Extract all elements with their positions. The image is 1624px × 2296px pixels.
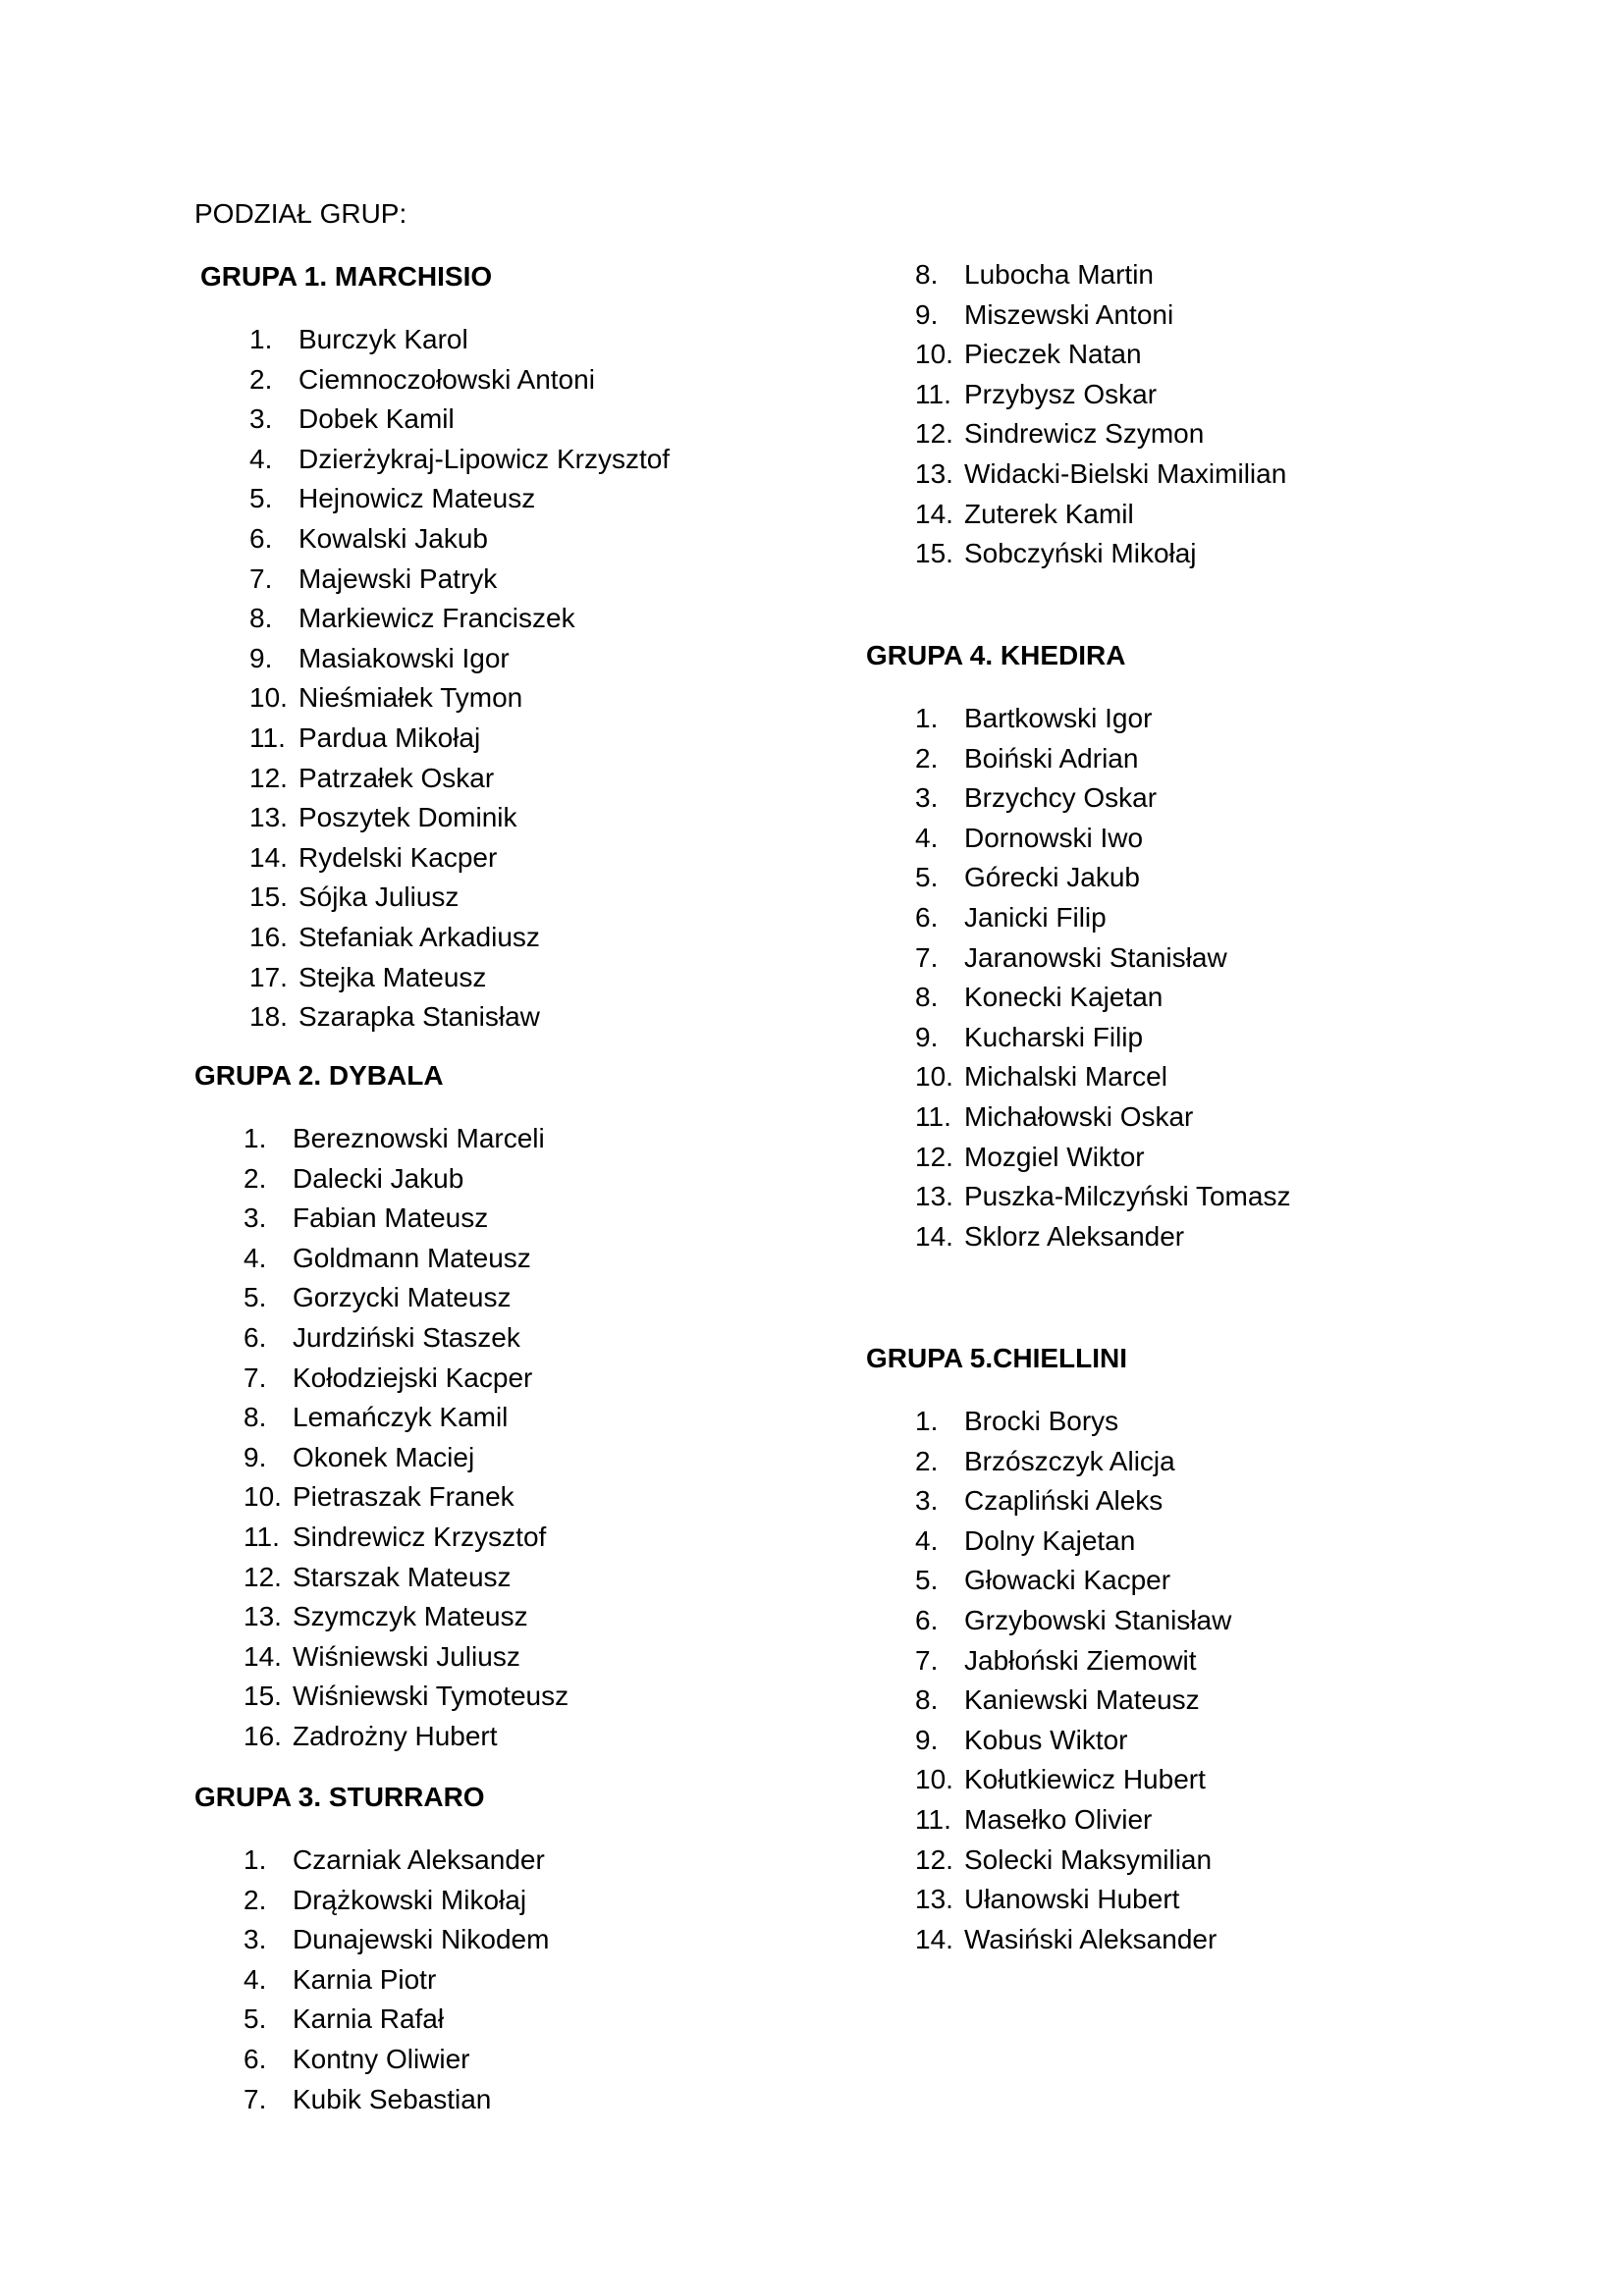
item-name: Pietraszak Franek (293, 1481, 514, 1513)
list-item (866, 1217, 1290, 1257)
item-number: 14. (249, 841, 288, 873)
item-name: Fabian Mateusz (293, 1202, 489, 1234)
list-item (866, 819, 1290, 859)
item-number: 9. (244, 1441, 267, 1472)
list-item (866, 938, 1290, 979)
item-name: Patrzałek Oskar (298, 762, 495, 793)
item-name: Szymczyk Mateusz (293, 1601, 528, 1632)
item-number: 16. (244, 1720, 282, 1751)
item-name: Burczyk Karol (298, 324, 468, 354)
list-item (866, 739, 1290, 779)
item-number: 3. (915, 1485, 939, 1517)
item-name: Ciemnoczołowski Antoni (298, 363, 595, 395)
item-number: 10. (915, 339, 953, 370)
list-item (194, 1239, 568, 1279)
list-item (866, 335, 1286, 375)
item-name: Wasiński Aleksander (964, 1923, 1218, 1954)
item-number: 18. (249, 1001, 288, 1033)
item-number: 5. (244, 1282, 267, 1313)
item-number: 14. (915, 498, 953, 529)
item-name: Dalecki Jakub (293, 1162, 464, 1194)
list-item (866, 1800, 1231, 1841)
item-name: Jurdziński Staszek (293, 1321, 520, 1353)
list-item (866, 778, 1290, 819)
item-number: 2. (915, 742, 939, 774)
list-item (194, 1841, 549, 1881)
item-name: Masiakowski Igor (298, 642, 510, 673)
list-item (200, 639, 670, 679)
item-name: Nieśmiałek Tymon (298, 682, 523, 714)
group-1 (200, 259, 670, 1038)
item-number: 13. (915, 457, 953, 489)
item-number: 7. (244, 1362, 267, 1393)
item-name: Dzierżykraj-Lipowicz Krzysztof (298, 443, 671, 474)
item-number: 3. (915, 782, 939, 814)
item-number: 10. (915, 1061, 953, 1093)
list-item (200, 918, 670, 958)
item-number: 10. (244, 1481, 282, 1513)
item-name: Wiśniewski Juliusz (293, 1640, 520, 1672)
list-item (200, 838, 670, 879)
list-item (194, 1881, 549, 1921)
item-number: 7. (244, 2083, 267, 2114)
list-item (866, 1402, 1231, 1442)
item-name: Kołutkiewicz Hubert (964, 1764, 1206, 1795)
item-number: 12. (915, 1141, 953, 1172)
item-number: 16. (249, 921, 288, 952)
item-name: Kołodziejski Kacper (293, 1362, 533, 1393)
list-item (866, 495, 1286, 535)
list-item (194, 1518, 568, 1558)
item-name: Miszewski Antoni (964, 298, 1174, 330)
item-number: 5. (249, 483, 273, 514)
item-name: Mozgiel Wiktor (964, 1141, 1145, 1172)
list-item (200, 560, 670, 600)
list-item (200, 678, 670, 719)
item-name: Zuterek Kamil (964, 498, 1134, 529)
list-item (200, 360, 670, 400)
item-number: 3. (244, 1924, 267, 1955)
list-item (194, 2080, 549, 2120)
group-title: GRUPA 4. KHEDIRA (866, 640, 1126, 670)
list-item (194, 1199, 568, 1239)
list-item (866, 858, 1290, 898)
item-name: Stejka Mateusz (298, 961, 487, 992)
list-item (866, 534, 1286, 574)
item-name: Sindrewicz Krzysztof (293, 1521, 547, 1552)
item-name: Kowalski Jakub (298, 522, 488, 554)
group-3 (194, 1780, 549, 2119)
item-number: 4. (249, 443, 273, 474)
list-item (200, 759, 670, 799)
item-name: Janicki Filip (964, 901, 1107, 933)
item-number: 11. (249, 721, 286, 753)
item-number: 1. (244, 1123, 267, 1153)
page-heading: PODZIAŁ GRUP: (194, 198, 407, 229)
group-5 (866, 1341, 1231, 1959)
group-list (866, 699, 1290, 1256)
item-name: Ułanowski Hubert (964, 1884, 1180, 1915)
item-name: Sobczyński Mikołaj (964, 538, 1197, 569)
list-item (866, 1880, 1231, 1920)
item-name: Kubik Sebastian (293, 2083, 492, 2114)
list-item (194, 1637, 568, 1678)
list-item (200, 798, 670, 838)
list-item (200, 719, 670, 759)
item-number: 13. (915, 1884, 953, 1915)
item-number: 2. (244, 1884, 267, 1915)
item-number: 1. (249, 324, 273, 354)
item-name: Widacki-Bielski Maximilian (964, 457, 1287, 489)
item-name: Stefaniak Arkadiusz (298, 921, 540, 952)
item-number: 9. (915, 1724, 939, 1755)
item-number: 2. (249, 363, 273, 395)
list-item (866, 1721, 1231, 1761)
item-name: Dolny Kajetan (964, 1524, 1136, 1556)
group-title: GRUPA 2. DYBALA (194, 1060, 444, 1091)
item-name: Grzybowski Stanisław (964, 1604, 1232, 1635)
item-number: 4. (915, 822, 939, 853)
item-number: 6. (244, 1321, 267, 1353)
list-item (200, 400, 670, 440)
list-item (866, 1018, 1290, 1058)
list-item (194, 1318, 568, 1359)
item-number: 3. (244, 1202, 267, 1234)
list-item (194, 1278, 568, 1318)
list-item (866, 1057, 1290, 1097)
group-title: GRUPA 5.CHIELLINI (866, 1343, 1128, 1373)
item-number: 1. (915, 1406, 939, 1436)
item-name: Głowacki Kacper (964, 1565, 1171, 1596)
item-number: 8. (915, 982, 939, 1013)
group-list (194, 1841, 549, 2119)
item-name: Michałowski Oskar (964, 1100, 1194, 1132)
item-number: 15. (915, 538, 953, 569)
item-number: 5. (244, 2003, 267, 2035)
item-name: Brzószczyk Alicja (964, 1445, 1175, 1476)
item-name: Bereznowski Marceli (293, 1123, 545, 1153)
list-item (866, 1097, 1290, 1138)
list-item (194, 1359, 568, 1399)
item-number: 3. (249, 403, 273, 435)
list-item (866, 1920, 1231, 1960)
item-number: 8. (915, 1684, 939, 1716)
list-item (194, 1960, 549, 2001)
group-list (200, 320, 670, 1038)
item-number: 9. (915, 1021, 939, 1052)
list-item (866, 1760, 1231, 1800)
item-number: 11. (244, 1521, 280, 1552)
item-name: Solecki Maksymilian (964, 1843, 1213, 1875)
item-number: 17. (249, 961, 288, 992)
item-number: 1. (244, 1844, 267, 1875)
item-number: 9. (915, 298, 939, 330)
list-item (866, 255, 1286, 295)
item-name: Masełko Olivier (964, 1803, 1153, 1835)
item-number: 5. (915, 862, 939, 893)
list-item (866, 1561, 1231, 1601)
item-name: Wiśniewski Tymoteusz (293, 1681, 569, 1712)
item-name: Kobus Wiktor (964, 1724, 1128, 1755)
group-title: GRUPA 3. STURRARO (194, 1782, 485, 1812)
item-name: Lemańczyk Kamil (293, 1402, 509, 1433)
item-name: Gorzycki Mateusz (293, 1282, 512, 1313)
list-item (200, 958, 670, 998)
item-number: 9. (249, 642, 273, 673)
item-number: 11. (915, 1803, 951, 1835)
item-name: Lubocha Martin (964, 259, 1155, 290)
list-item (866, 1481, 1231, 1522)
item-number: 6. (244, 2043, 267, 2074)
list-item (194, 1717, 568, 1757)
item-name: Pieczek Natan (964, 339, 1142, 370)
item-number: 4. (244, 1242, 267, 1273)
item-number: 11. (915, 378, 951, 409)
item-name: Kaniewski Mateusz (964, 1684, 1200, 1716)
item-name: Dobek Kamil (298, 403, 455, 435)
list-item (194, 1677, 568, 1717)
list-item (200, 320, 670, 360)
item-name: Kucharski Filip (964, 1021, 1144, 1052)
list-item (866, 1522, 1231, 1562)
item-number: 15. (244, 1681, 282, 1712)
item-name: Szarapka Stanisław (298, 1001, 540, 1033)
list-item (866, 454, 1286, 495)
item-number: 13. (915, 1181, 953, 1212)
item-name: Sklorz Aleksander (964, 1220, 1185, 1252)
item-number: 7. (915, 1644, 939, 1676)
item-name: Jaranowski Stanisław (964, 941, 1227, 973)
item-number: 8. (915, 259, 939, 290)
item-name: Karnia Piotr (293, 1963, 437, 1995)
item-number: 12. (915, 418, 953, 450)
list-item (866, 1681, 1231, 1721)
item-name: Bartkowski Igor (964, 703, 1153, 733)
list-item (194, 1558, 568, 1598)
list-item (200, 519, 670, 560)
list-item (200, 878, 670, 918)
item-number: 12. (244, 1561, 282, 1592)
list-item (866, 295, 1286, 336)
list-item (194, 1438, 568, 1478)
item-name: Dornowski Iwo (964, 822, 1144, 853)
list-item (200, 599, 670, 639)
list-item (866, 1138, 1290, 1178)
item-number: 8. (244, 1402, 267, 1433)
group-title: GRUPA 1. MARCHISIO (200, 261, 493, 292)
item-number: 5. (915, 1565, 939, 1596)
item-name: Drążkowski Mikołaj (293, 1884, 527, 1915)
item-number: 14. (915, 1220, 953, 1252)
item-name: Rydelski Kacper (298, 841, 498, 873)
item-name: Górecki Jakub (964, 862, 1140, 893)
item-number: 4. (915, 1524, 939, 1556)
list-item (866, 1601, 1231, 1641)
list-item (866, 1442, 1231, 1482)
item-number: 6. (249, 522, 273, 554)
list-item (866, 1641, 1231, 1682)
item-number: 2. (244, 1162, 267, 1194)
list-item (194, 1920, 549, 1960)
item-number: 12. (915, 1843, 953, 1875)
item-name: Pardua Mikołaj (298, 721, 481, 753)
group-list (866, 255, 1286, 574)
item-number: 13. (244, 1601, 282, 1632)
item-name: Czapliński Aleks (964, 1485, 1164, 1517)
item-name: Sindrewicz Szymon (964, 418, 1205, 450)
list-item (194, 1477, 568, 1518)
group-4 (866, 638, 1290, 1256)
list-item (194, 1119, 568, 1159)
list-item (866, 1841, 1231, 1881)
item-name: Boiński Adrian (964, 742, 1139, 774)
list-item (200, 440, 670, 480)
item-number: 2. (915, 1445, 939, 1476)
item-name: Brocki Borys (964, 1406, 1119, 1436)
item-name: Starszak Mateusz (293, 1561, 512, 1592)
list-item (194, 1159, 568, 1200)
item-number: 14. (915, 1923, 953, 1954)
item-name: Przybysz Oskar (964, 378, 1158, 409)
group-3-continued (866, 255, 1286, 574)
item-name: Hejnowicz Mateusz (298, 483, 536, 514)
list-item (866, 375, 1286, 415)
item-name: Michalski Marcel (964, 1061, 1167, 1093)
item-name: Majewski Patryk (298, 562, 498, 594)
item-number: 4. (244, 1963, 267, 1995)
item-name: Brzychcy Oskar (964, 782, 1158, 814)
item-name: Dunajewski Nikodem (293, 1924, 550, 1955)
item-name: Goldmann Mateusz (293, 1242, 531, 1273)
item-name: Kontny Oliwier (293, 2043, 470, 2074)
item-name: Sójka Juliusz (298, 881, 460, 913)
item-name: Poszytek Dominik (298, 802, 517, 833)
item-name: Puszka-Milczyński Tomasz (964, 1181, 1291, 1212)
item-number: 14. (244, 1640, 282, 1672)
item-name: Markiewicz Franciszek (298, 603, 575, 634)
item-number: 12. (249, 762, 288, 793)
item-number: 6. (915, 1604, 939, 1635)
list-item (194, 1597, 568, 1637)
list-item (866, 1177, 1290, 1217)
list-item (194, 2000, 549, 2040)
list-item (200, 997, 670, 1038)
item-name: Konecki Kajetan (964, 982, 1164, 1013)
list-item (866, 699, 1290, 739)
group-list (194, 1119, 568, 1757)
group-list (866, 1402, 1231, 1959)
item-number: 11. (915, 1100, 951, 1132)
item-number: 15. (249, 881, 288, 913)
item-number: 7. (915, 941, 939, 973)
item-name: Czarniak Aleksander (293, 1844, 545, 1875)
item-number: 8. (249, 603, 273, 634)
item-name: Okonek Maciej (293, 1441, 475, 1472)
list-item (194, 2040, 549, 2080)
item-number: 10. (249, 682, 288, 714)
list-item (866, 414, 1286, 454)
list-item (866, 898, 1290, 938)
list-item (866, 978, 1290, 1018)
item-name: Karnia Rafał (293, 2003, 445, 2035)
list-item (200, 479, 670, 519)
item-name: Zadrożny Hubert (293, 1720, 498, 1751)
list-item (194, 1398, 568, 1438)
item-name: Jabłoński Ziemowit (964, 1644, 1197, 1676)
item-number: 7. (249, 562, 273, 594)
item-number: 13. (249, 802, 288, 833)
group-2 (194, 1058, 568, 1757)
item-number: 1. (915, 703, 939, 733)
item-number: 10. (915, 1764, 953, 1795)
item-number: 6. (915, 901, 939, 933)
